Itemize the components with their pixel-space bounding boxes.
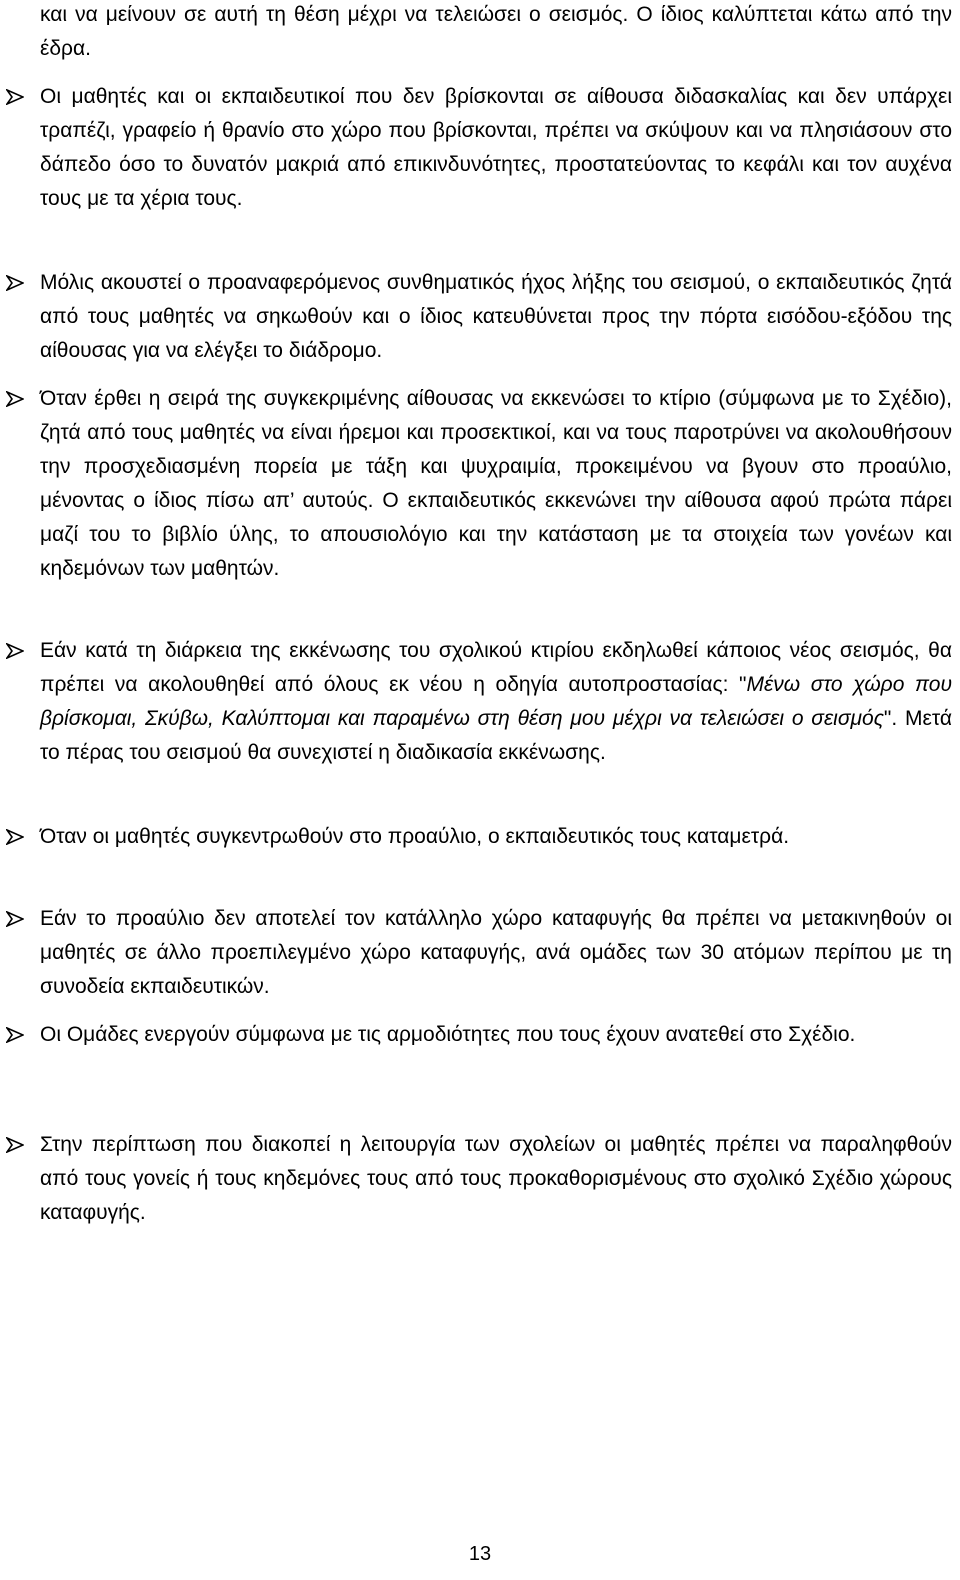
arrowhead-bullet-icon <box>6 911 24 927</box>
arrowhead-bullet-icon <box>6 1137 24 1153</box>
page-number: 13 <box>468 1543 492 1565</box>
bullet-text: Εάν το προαύλιο δεν αποτελεί τον κατάλληλο χώρο καταφυγής θα πρέπει να μετακινηθούν οι μαθητές σε άλλο προεπιλεγμένο χώρο καταφυγής, ανά ομάδες των 30 ατόμων περίπου με τη συνοδεία εκπαιδευτικών. <box>40 907 952 998</box>
arrowhead-bullet-icon <box>6 275 24 291</box>
bullet-text-italic: Μένω στο χώρο που βρίσκομαι, Σκύβω, Καλύπτομαι και παραμένω στη θέση μου μέχρι να τελειώσει ο σεισμός <box>40 673 952 730</box>
bullet-text: Οι μαθητές και οι εκπαιδευτικοί που δεν βρίσκονται σε αίθουσα διδασκαλίας και δεν υπάρχει τραπέζι, γραφείο ή θρανίο στο χώρο που βρίσκονται, πρέπει να σκύψουν και να πλησιάσουν στο δάπεδο όσο το δυνατόν μακριά από επικινδυνότητες, προστατεύοντας το κεφάλι και τον αυχένα τους με τα χέρια τους. <box>40 85 952 210</box>
bullet-text-before: Εάν κατά τη διάρκεια της εκκένωσης του σχολικού κτιρίου εκδηλωθεί κάποιος νέος σεισμός, θα πρέπει να ακολουθηθεί από όλους εκ νέου η οδηγία αυτοπροστασίας: " <box>40 639 952 696</box>
bullet-text-after: ". Μετά το πέρας του σεισμού θα συνεχιστεί η διαδικασία εκκένωσης. <box>40 707 952 764</box>
arrowhead-bullet-icon <box>6 829 24 845</box>
bullet-text: Οι Ομάδες ενεργούν σύμφωνα με τις αρμοδιότητες που τους έχουν ανατεθεί στο Σχέδιο. <box>40 1023 856 1046</box>
continuation-paragraph: και να μείνουν σε αυτή τη θέση μέχρι να τελειώσει ο σεισμός. Ο ίδιος καλύπτεται κάτω από την έδρα. <box>40 3 952 60</box>
bullet-text <box>40 634 952 770</box>
arrowhead-bullet-icon <box>6 643 24 659</box>
arrowhead-bullet-icon <box>6 89 24 105</box>
bullet-text: Μόλις ακουστεί ο προαναφερόμενος συνθηματικός ήχος λήξης του σεισμού, ο εκπαιδευτικός ζητά από τους μαθητές να σηκωθούν και ο ίδιος κατευθύνεται προς την πόρτα εισόδου-εξόδου της αίθουσας για να ελέγξει το διάδρομο. <box>40 271 952 362</box>
arrowhead-bullet-icon <box>6 1027 24 1043</box>
bullet-text: Στην περίπτωση που διακοπεί η λειτουργία των σχολείων οι μαθητές πρέπει να παραληφθούν από τους γονείς ή τους κηδεμόνες τους από τους προκαθορισμένους στο σχολικό Σχέδιο χώρους καταφυγής. <box>40 1133 952 1224</box>
arrowhead-bullet-icon <box>6 391 24 407</box>
bullet-text: Όταν οι μαθητές συγκεντρωθούν στο προαύλιο, ο εκπαιδευτικός τους καταμετρά. <box>40 825 790 848</box>
bullet-text: Όταν έρθει η σειρά της συγκεκριμένης αίθουσας να εκκενώσει το κτίριο (σύμφωνα με το Σχέδιο), ζητά από τους μαθητές να είναι ήρεμοι και προσεκτικοί, και να τους παροτρύνει να ακολουθήσουν την προσχεδιασμένη πορεία με τάξη και ψυχραιμία, προκειμένου να βγουν στο προαύλιο, μένοντας ο ίδιος πίσω απ’ αυτούς. Ο εκπαιδευτικός εκκενώνει την αίθουσα αφού πρώτα πάρει μαζί του το βιβλίο ύλης, το απουσιολόγιο και την κατάσταση με τα στοιχεία των γονέων και κηδεμόνων των μαθητών. <box>40 387 952 580</box>
